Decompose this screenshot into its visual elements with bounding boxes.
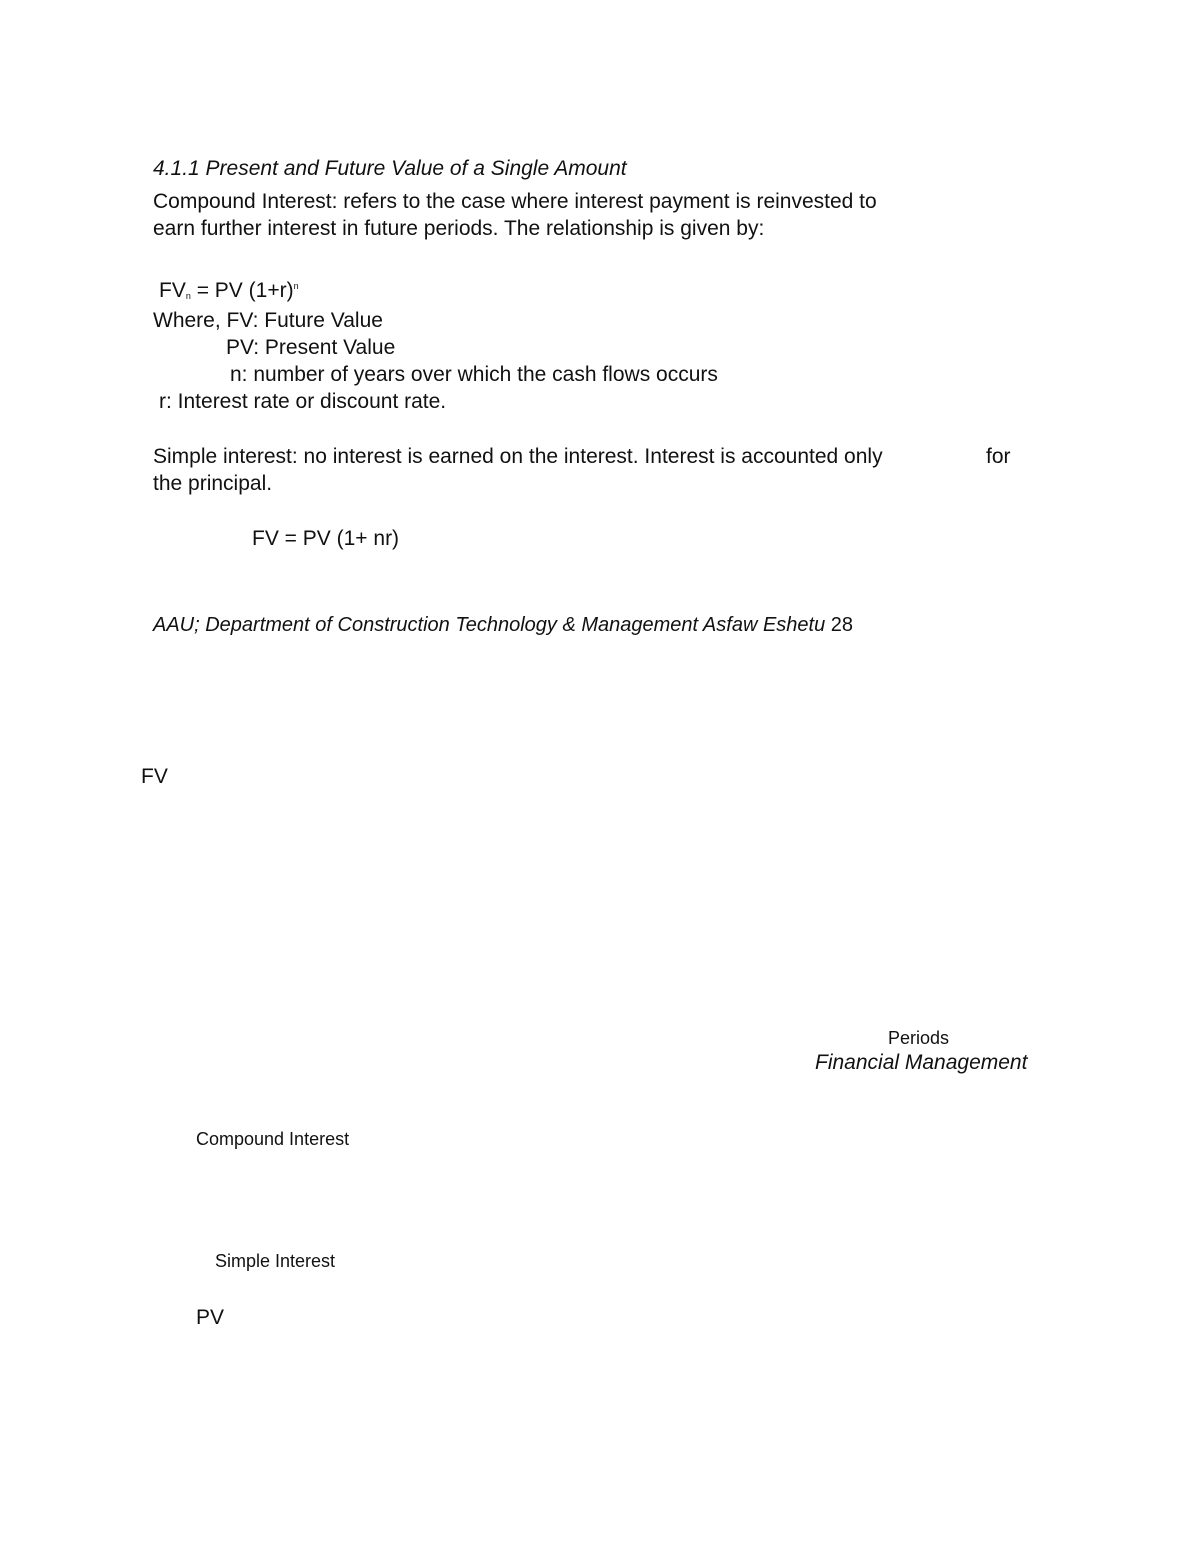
footer-text: AAU; Department of Construction Technology & Management Asfaw Eshetu [153, 614, 826, 636]
simple-interest-definition-line2: the principal. [153, 472, 273, 495]
figure-caption: Financial Management [815, 1051, 1028, 1074]
simple-interest-definition-line1-end: for [986, 445, 1011, 468]
compound-interest-curve-label: Compound Interest [196, 1129, 350, 1149]
compound-interest-formula [159, 280, 299, 301]
formula-subscript: n [185, 291, 191, 301]
compound-interest-definition-line2: earn further interest in future periods. The relationship is given by: [153, 217, 765, 240]
definition-r: r: Interest rate or discount rate. [159, 390, 447, 413]
definition-pv: PV: Present Value [226, 336, 396, 359]
simple-interest-line-label: Simple Interest [215, 1251, 336, 1271]
formula-exponent: n [293, 281, 299, 291]
compound-interest-definition-line1: Compound Interest: refers to the case where interest payment is reinvested to [153, 190, 877, 213]
page-number: 28 [830, 614, 854, 636]
section-heading: 4.1.1 Present and Future Value of a Single Amount [153, 157, 627, 180]
formula-rhs: = PV (1+r) [190, 279, 294, 302]
definition-n: n: number of years over which the cash flows occurs [230, 363, 718, 386]
page-footer [153, 615, 853, 635]
simple-interest-definition-line1: Simple interest: no interest is earned on the interest. Interest is accounted only [153, 445, 883, 468]
figure-origin-label: PV [196, 1306, 225, 1329]
figure-y-axis-label: FV [141, 765, 168, 788]
formula-lhs: FV [159, 279, 186, 302]
definition-fv: Where, FV: Future Value [153, 309, 383, 332]
figure-x-axis-label: Periods [888, 1028, 950, 1048]
simple-interest-formula: FV = PV (1+ nr) [252, 527, 400, 550]
